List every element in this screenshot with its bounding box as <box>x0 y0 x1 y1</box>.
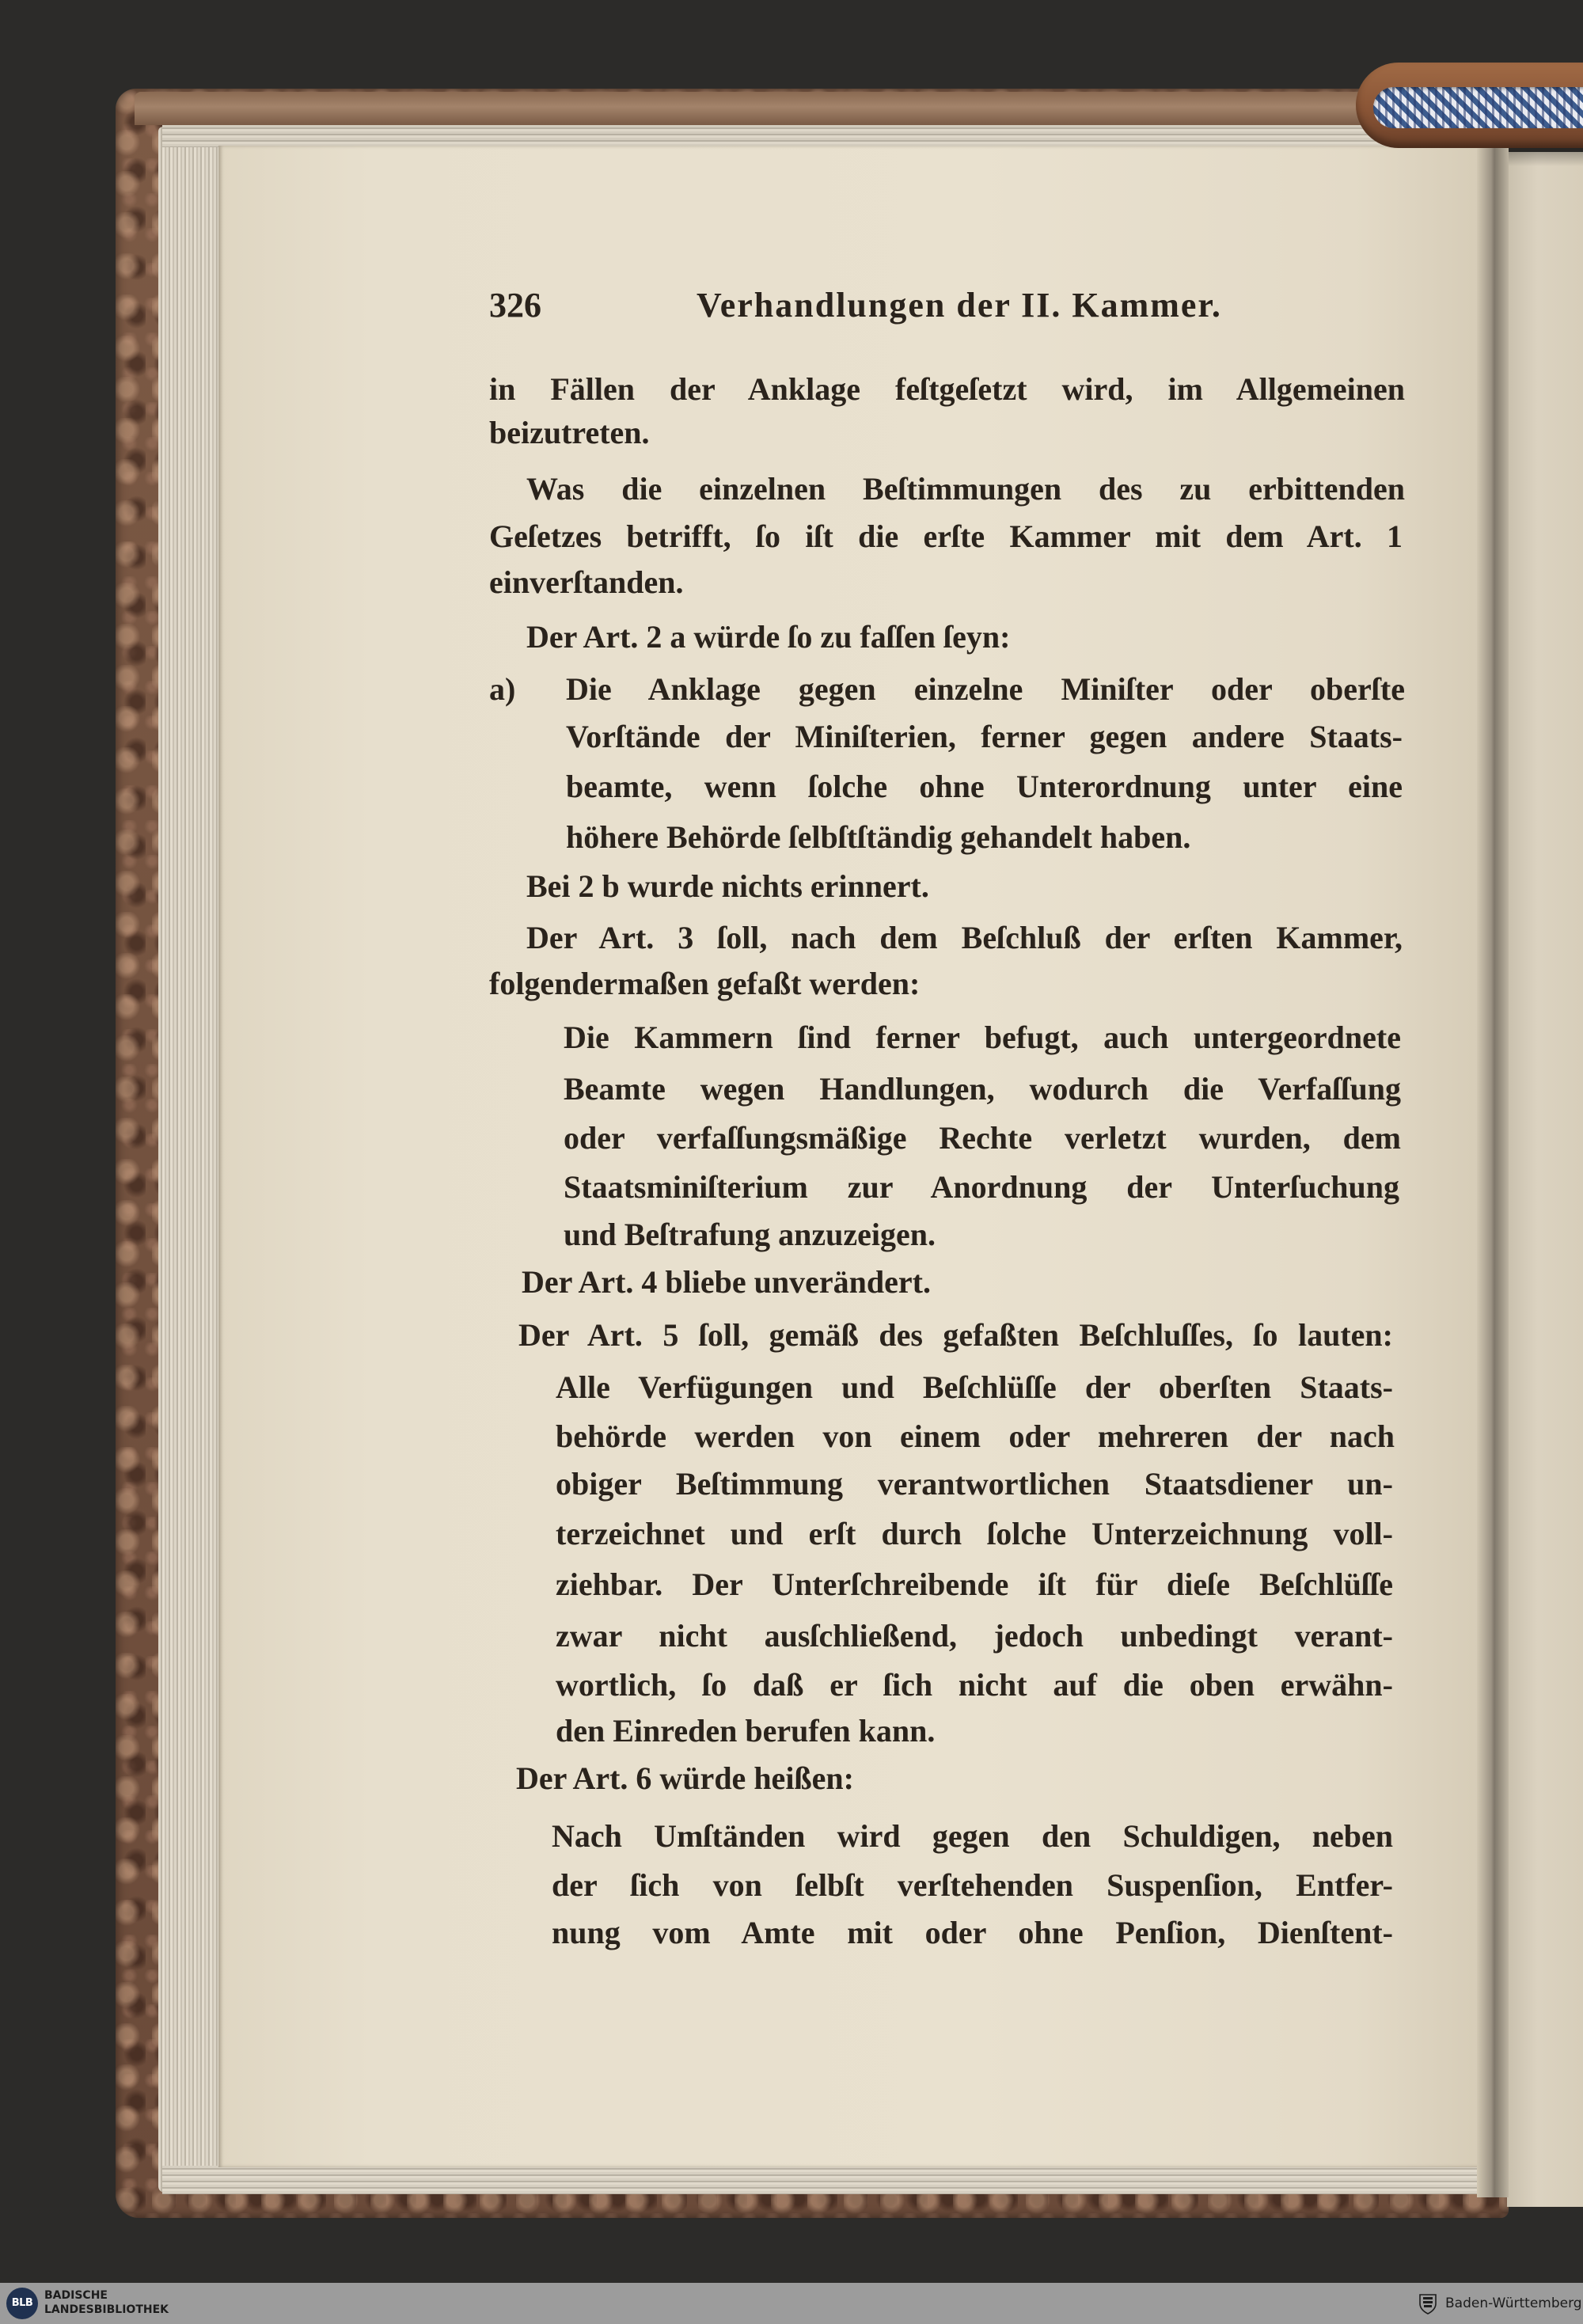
page-number: 326 <box>489 286 541 325</box>
text-line: höhere Behörde ſelbſtſtändig gehandelt haben. <box>566 819 1191 855</box>
text-line: folgendermaßen gefaßt werden: <box>489 966 921 1001</box>
text-line: oder verfaſſungsmäßige Rechte verletzt wurden, dem <box>564 1120 1401 1156</box>
text-line: beamte, wenn ſolche ohne Unterordnung unter eine <box>566 769 1403 804</box>
text-line: Was die einzelnen Beſtimmungen des zu erbittenden <box>526 471 1405 507</box>
footer-bar <box>0 2283 1583 2324</box>
text-line: einverſtanden. <box>489 564 684 600</box>
coat-of-arms-icon <box>1417 2292 1439 2315</box>
library-name-line2: LANDESBIBLIOTHEK <box>44 2303 169 2316</box>
facing-page <box>1507 152 1583 2207</box>
text-line: zwar nicht ausſchließend, jedoch unbedingt verant- <box>556 1618 1393 1654</box>
text-line: Der Art. 4 bliebe unverändert. <box>522 1264 931 1300</box>
text-line: Beamte wegen Handlungen, wodurch die Verfaſſung <box>564 1071 1401 1107</box>
text-line: Der Art. 6 würde heißen: <box>516 1760 854 1796</box>
text-line: wortlich, ſo daß er ſich nicht auf die oben erwähn- <box>556 1667 1393 1703</box>
text-line: Staatsminiſterium zur Anordnung der Unterſuchung <box>564 1169 1399 1205</box>
gutter-shadow <box>1477 146 1509 2197</box>
page-block-bottom-edge <box>162 2166 1484 2194</box>
text-line: Der Art. 2 a würde ſo zu faſſen ſeyn: <box>526 619 1011 655</box>
list-marker: a) <box>489 671 516 707</box>
page-block-top-edge <box>162 125 1484 147</box>
text-line: Geſetzes betrifft, ſo iſt die erſte Kammer mit dem Art. 1 <box>489 518 1403 554</box>
text-line: Alle Verfügungen und Beſchlüſſe der oberſten Staats- <box>556 1369 1393 1405</box>
text-line: Vorſtände der Miniſterien, ferner gegen andere Staats- <box>566 719 1403 754</box>
book-cover-top-edge <box>135 92 1369 125</box>
text-line: den Einreden berufen kann. <box>556 1713 936 1749</box>
state-name: Baden-Württemberg <box>1445 2296 1582 2311</box>
text-line: und Beſtrafung anzuzeigen. <box>564 1217 936 1252</box>
text-line: ziehbar. Der Unterſchreibende iſt für dieſe Beſchlüſſe <box>556 1566 1393 1602</box>
running-title: Verhandlungen der II. Kammer. <box>697 286 1222 325</box>
text-line: Der Art. 3 ſoll, nach dem Beſchluß der erſten Kammer, <box>526 920 1403 955</box>
text-line: Nach Umſtänden wird gegen den Schuldigen, neben <box>552 1818 1393 1854</box>
page-block-fore-edge <box>158 127 220 2193</box>
text-line: obiger Beſtimmung verantwortlichen Staatsdiener un- <box>556 1466 1393 1502</box>
blb-logo: BLB <box>6 2288 38 2319</box>
text-line: Die Kammern ſind ferner befugt, auch untergeordnete <box>564 1020 1401 1055</box>
text-line: in Fällen der Anklage feſtgeſetzt wird, im Allgemeinen <box>489 371 1405 407</box>
text-line: Der Art. 5 ſoll, gemäß des gefaßten Beſchluſſes, ſo lauten: <box>518 1317 1393 1353</box>
text-line: terzeichnet und erſt durch ſolche Unterzeichnung voll- <box>556 1516 1393 1551</box>
library-name-line1: BADISCHE <box>44 2289 108 2302</box>
headband-ribbon <box>1373 87 1583 128</box>
text-line: nung vom Amte mit oder ohne Penſion, Dienſtent- <box>552 1915 1393 1950</box>
text-line: Die Anklage gegen einzelne Miniſter oder oberſte <box>566 671 1405 707</box>
text-line: der ſich von ſelbſt verſtehenden Suspenſion, Entfer- <box>552 1867 1393 1903</box>
text-line: beizutreten. <box>489 415 650 450</box>
text-line: behörde werden von einem oder mehreren der nach <box>556 1418 1395 1454</box>
text-line: Bei 2 b wurde nichts erinnert. <box>526 868 929 904</box>
